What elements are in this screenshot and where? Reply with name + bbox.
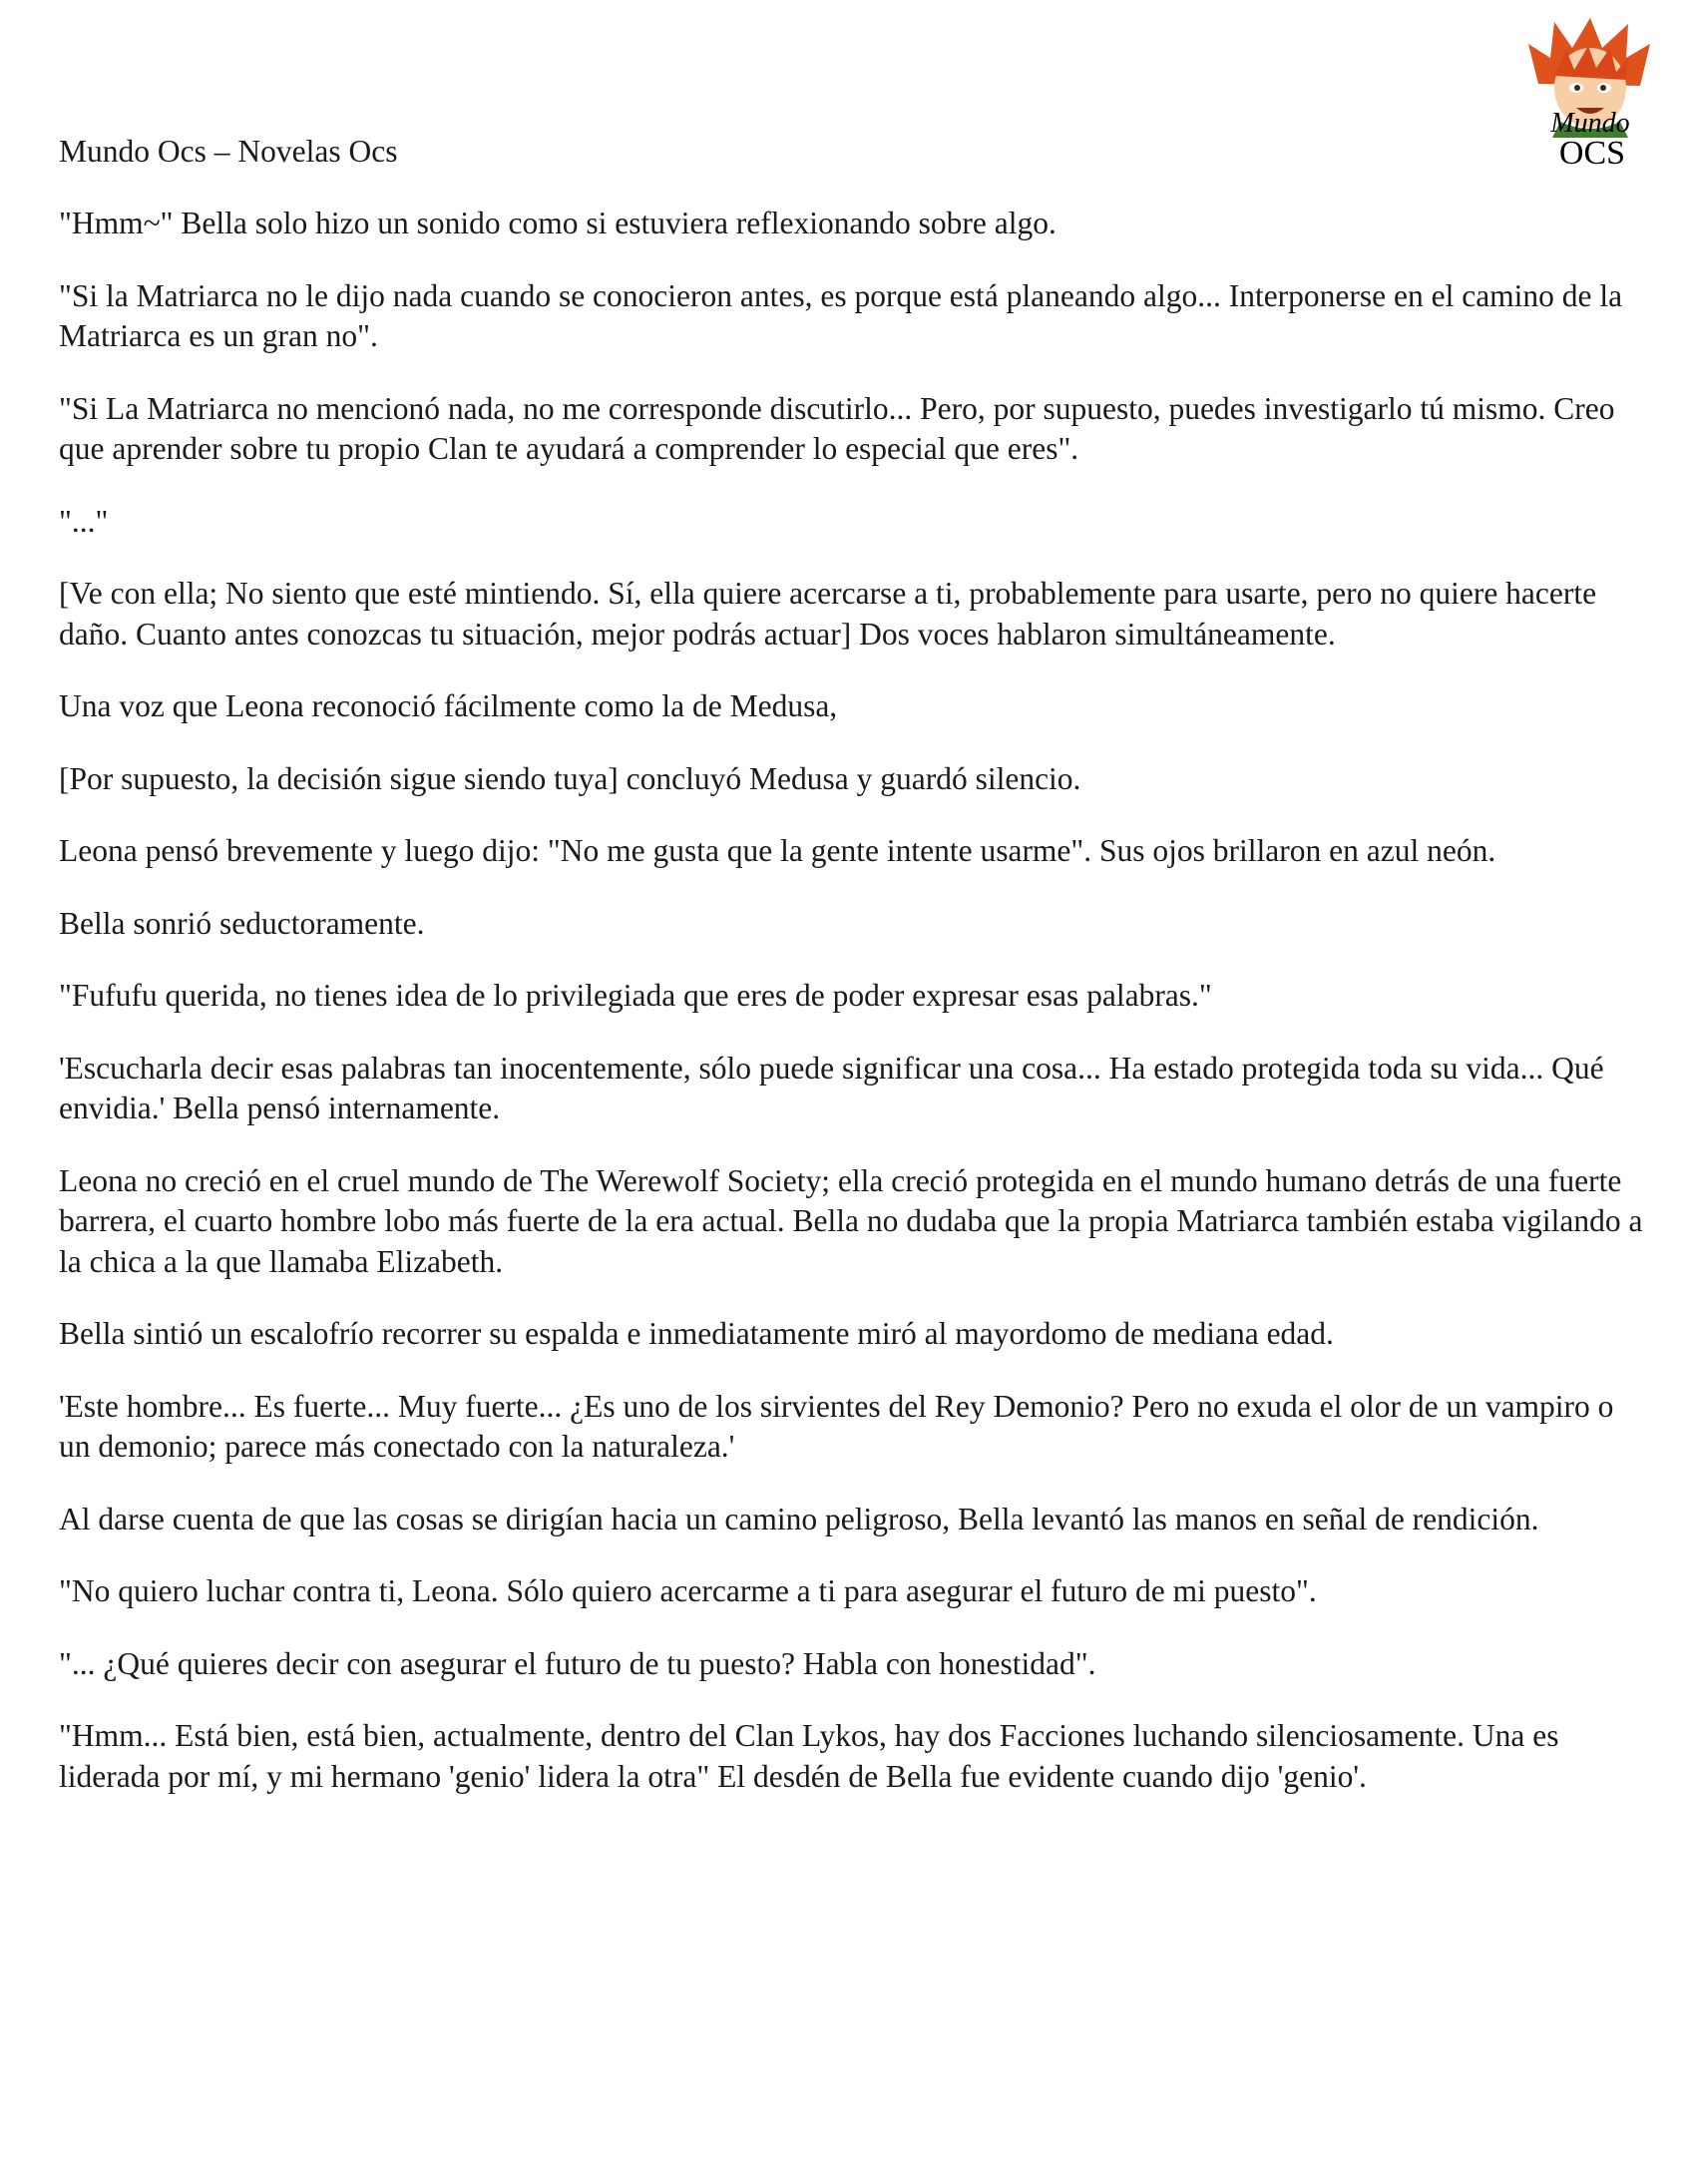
paragraph: [Ve con ella; No siento que esté mintiendo. Sí, ella quiere acercarse a ti, probablemente para usarte, pero no quiere hacerte daño. Cuanto antes conozcas tu situación, mejor podrás actuar] Dos voces hablaron simultáneamente. bbox=[59, 576, 1597, 652]
paragraph: Bella sonrió seductoramente. bbox=[59, 905, 425, 941]
paragraph: "No quiero luchar contra ti, Leona. Sólo quiero acercarme a ti para asegurar el futuro de mi puesto". bbox=[59, 1573, 1317, 1608]
paragraph: 'Escucharla decir esas palabras tan inocentemente, sólo puede significar una cosa... Ha estado protegida toda su vida... Qué envidia.' Bella pensó internamente. bbox=[59, 1050, 1604, 1125]
paragraph: Una voz que Leona reconoció fácilmente como la de Medusa, bbox=[59, 688, 838, 723]
document-body bbox=[59, 204, 1645, 1829]
paragraph: "Hmm~" Bella solo hizo un sonido como si estuviera reflexionando sobre algo. bbox=[59, 206, 1056, 240]
logo-text-bottom: OCS bbox=[1558, 135, 1626, 172]
paragraph: Leona no creció en el cruel mundo de The Werewolf Society; ella creció protegida en el mundo humano detrás de una fuerte barrera, el cuarto hombre lobo más fuerte de la era actual. Bella no dudaba que la propia Matriarca también estaba vigilando a la chica a la que llamaba Elizabeth. bbox=[59, 1162, 1643, 1279]
paragraph: Bella sintió un escalofrío recorrer su espalda e inmediatamente miró al mayordomo de mediana edad. bbox=[59, 1316, 1334, 1351]
paragraph: Al darse cuenta de que las cosas se dirigían hacia un camino peligroso, Bella levantó las manos en señal de rendición. bbox=[59, 1501, 1539, 1536]
logo-text-top: Mundo bbox=[1550, 108, 1630, 139]
paragraph: Leona pensó brevemente y luego dijo: "No me gusta que la gente intente usarme". Sus ojos brillaron en azul neón. bbox=[59, 833, 1496, 868]
paragraph: "..." bbox=[59, 503, 109, 539]
paragraph: [Por supuesto, la decisión sigue siendo tuya] concluyó Medusa y guardó silencio. bbox=[59, 760, 1081, 796]
paragraph: "Hmm... Está bien, está bien, actualmente, dentro del Clan Lykos, hay dos Facciones luchando silenciosamente. Una es liderada por mí, y mi hermano 'genio' lidera la otra" El desdén de Bella fue evidente cuando dijo 'genio'. bbox=[59, 1718, 1559, 1794]
document-header-title: Mundo Ocs – Novelas Ocs bbox=[59, 134, 398, 169]
paragraph: "Fufufu querida, no tienes idea de lo privilegiada que eres de poder expresar esas palabras." bbox=[59, 978, 1212, 1013]
paragraph: "Si La Matriarca no mencionó nada, no me corresponde discutirlo... Pero, por supuesto, puedes investigarlo tú mismo. Creo que aprender sobre tu propio Clan te ayudará a comprender lo especial que eres". bbox=[59, 390, 1615, 466]
logo-wordmark bbox=[1500, 104, 1680, 174]
paragraph: "Si la Matriarca no le dijo nada cuando se conocieron antes, es porque está planeando algo... Interponerse en el camino de la Matriarca es un gran no". bbox=[59, 277, 1623, 353]
paragraph: 'Este hombre... Es fuerte... Muy fuerte... ¿Es uno de los sirvientes del Rey Demonio? Pero no exuda el olor de un vampiro o un demonio; parece más conectado con la naturaleza.' bbox=[59, 1388, 1614, 1464]
paragraph: "... ¿Qué quieres decir con asegurar el futuro de tu puesto? Habla con honestidad". bbox=[59, 1645, 1096, 1681]
